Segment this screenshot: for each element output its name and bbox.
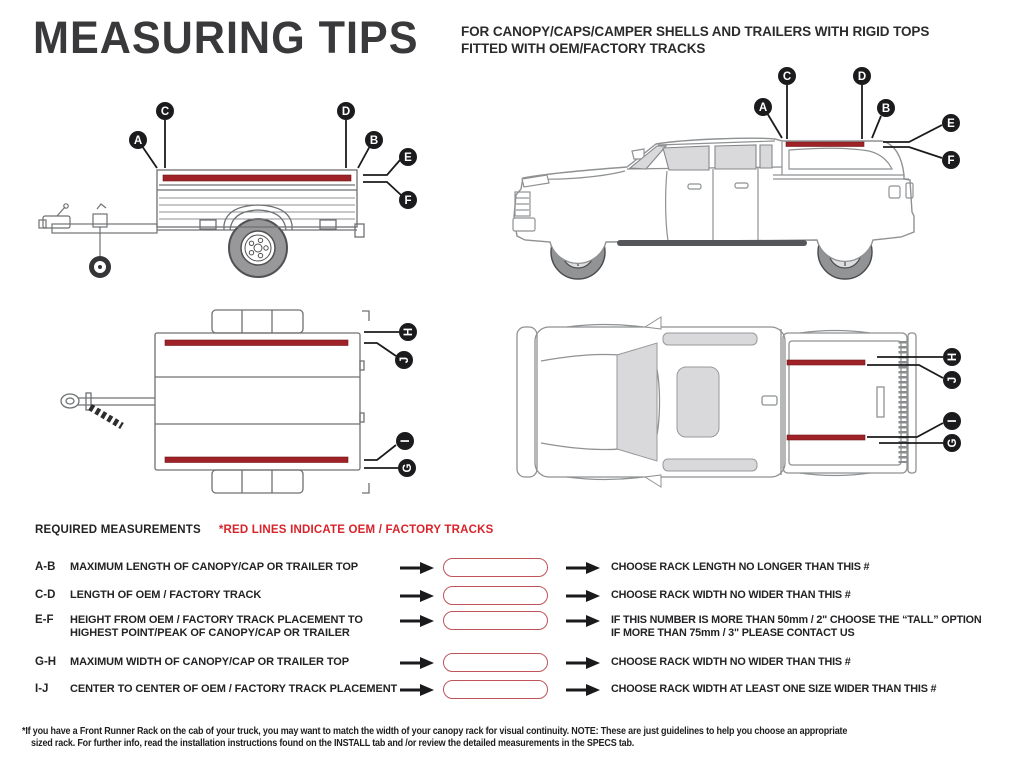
label-badge-j [395,351,413,369]
arrow-right-icon [400,684,434,696]
measurement-row-ij [35,680,1021,699]
subtitle-line-1: FOR CANOPY/CAPS/CAMPER SHELLS AND TRAILERS WITH RIGID TOPS [461,24,930,39]
trailer-top-view-diagram [30,303,450,503]
truck-side-view-diagram [505,62,980,287]
row-result: IF THIS NUMBER IS MORE THAN 50mm / 2" CHOOSE THE “TALL” OPTION IF MORE THAN 75mm / 3" PLEASE CONTACT US [611,614,982,639]
footnote-line-2: sized rack. For further info, read the installation instructions found on the INSTALL tab and /or review the detailed measurements in the SPECS tab. [31,738,635,749]
row-result: CHOOSE RACK WIDTH NO WIDER THAN THIS # [611,589,851,601]
svg-text:J: J [399,356,411,364]
svg-text:E: E [947,118,955,130]
label-badge-c [156,102,174,120]
measurement-row-cd [35,586,1021,605]
svg-text:A: A [758,102,768,114]
jockey-wheel [89,256,111,278]
arrow-right-icon [566,615,600,627]
trailer-side-view-diagram [30,78,445,293]
svg-text:H: H [947,352,959,362]
footnote [22,726,1024,750]
svg-text:I: I [400,439,412,443]
label-badge-i [943,412,961,430]
row-key: I-J [35,683,49,695]
row-description: MAXIMUM LENGTH OF CANOPY/CAP OR TRAILER TOP [70,561,359,573]
red-lines-note: *RED LINES INDICATE OEM / FACTORY TRACKS [218,524,494,536]
measurement-value-pill [443,680,548,699]
svg-text:J: J [947,376,959,384]
svg-text:G: G [402,463,414,473]
measurement-row-ab [35,558,1021,577]
label-badge-e [942,114,960,132]
page-title: MEASURING TIPS [33,12,419,63]
measurements-header [35,524,494,536]
oem-track-red-line-top [165,340,348,346]
svg-text:C: C [160,106,170,118]
svg-text:B: B [881,103,891,115]
row-description: HEIGHT FROM OEM / FACTORY TRACK PLACEMENT TO HIGHEST POINT/PEAK OF CANOPY/CAP OR TRAILER [70,614,363,639]
label-badge-c [778,67,796,85]
label-badge-d [337,102,355,120]
callout-leader-lines [364,332,399,468]
label-badge-d [853,67,871,85]
left-mirror [645,317,661,329]
label-badge-e [399,148,417,166]
svg-text:D: D [341,106,351,118]
svg-text:G: G [947,438,959,448]
page-subtitle [461,23,929,57]
subtitle-line-2: FITTED WITH OEM/FACTORY TRACKS [461,41,706,56]
label-badge-f [942,151,960,169]
svg-text:E: E [404,152,412,164]
callout-leader-lines [867,357,943,443]
label-badge-a [754,98,772,116]
row-key: C-D [35,589,56,601]
oem-track-red-line-bottom [787,435,865,440]
measurement-value-pill [443,653,548,672]
label-badge-i [396,432,414,450]
svg-text:B: B [369,135,379,147]
row-result: CHOOSE RACK WIDTH AT LEAST ONE SIZE WIDER THAN THIS # [611,683,937,695]
oem-track-red-line [163,175,351,181]
label-badge-h [399,323,417,341]
label-badge-b [877,99,895,117]
arrow-right-icon [400,590,434,602]
trailer-wheel [229,219,287,277]
row-result: CHOOSE RACK WIDTH NO WIDER THAN THIS # [611,656,851,668]
measurement-value-pill [443,586,548,605]
row-key: A-B [35,561,56,573]
right-mirror [645,475,661,487]
svg-text:C: C [782,71,792,83]
label-badge-j [943,371,961,389]
measurement-row-ef [35,611,1021,640]
row-description: LENGTH OF OEM / FACTORY TRACK [70,589,262,601]
row-key: G-H [35,656,57,668]
required-measurements-heading: REQUIRED MEASUREMENTS [35,524,201,536]
arrow-right-icon [400,615,434,627]
measurement-value-pill [443,558,548,577]
trailer-top-linework [61,310,369,493]
label-badge-g [943,434,961,452]
svg-text:I: I [947,419,959,423]
label-badge-f [399,191,417,209]
arrow-right-icon [566,562,600,574]
rocker-sill [617,240,807,246]
oem-track-red-line-top [787,360,865,365]
measurement-row-gh [35,653,1021,672]
label-badge-g [398,459,416,477]
oem-track-red-line [786,142,864,147]
truck-top-glass [617,333,757,471]
arrow-right-icon [400,562,434,574]
truck-top-view-diagram [505,303,980,498]
footnote-line-1: *If you have a Front Runner Rack on the cab of your truck, you may want to match the width of your canopy rack for visual continuity. NOTE: These are just guidelines to help you choose an appropriate [22,726,848,737]
row-description: CENTER TO CENTER OF OEM / FACTORY TRACK PLACEMENT [70,683,398,695]
row-result: CHOOSE RACK LENGTH NO LONGER THAN THIS # [611,561,870,573]
svg-text:F: F [404,195,412,207]
label-badge-h [943,348,961,366]
oem-track-red-line-bottom [165,457,348,463]
arrow-right-icon [566,657,600,669]
row-key: E-F [35,614,54,626]
measurement-value-pill [443,611,548,630]
callout-leader-lines [142,120,401,195]
safety-chain [90,407,122,426]
label-badge-b [365,131,383,149]
svg-text:H: H [403,327,415,337]
svg-text:A: A [133,135,143,147]
label-badge-a [129,131,147,149]
arrow-right-icon [400,657,434,669]
arrow-right-icon [566,590,600,602]
svg-text:D: D [857,71,867,83]
arrow-right-icon [566,684,600,696]
svg-text:F: F [947,155,955,167]
row-description: MAXIMUM WIDTH OF CANOPY/CAP OR TRAILER TOP [70,656,349,668]
